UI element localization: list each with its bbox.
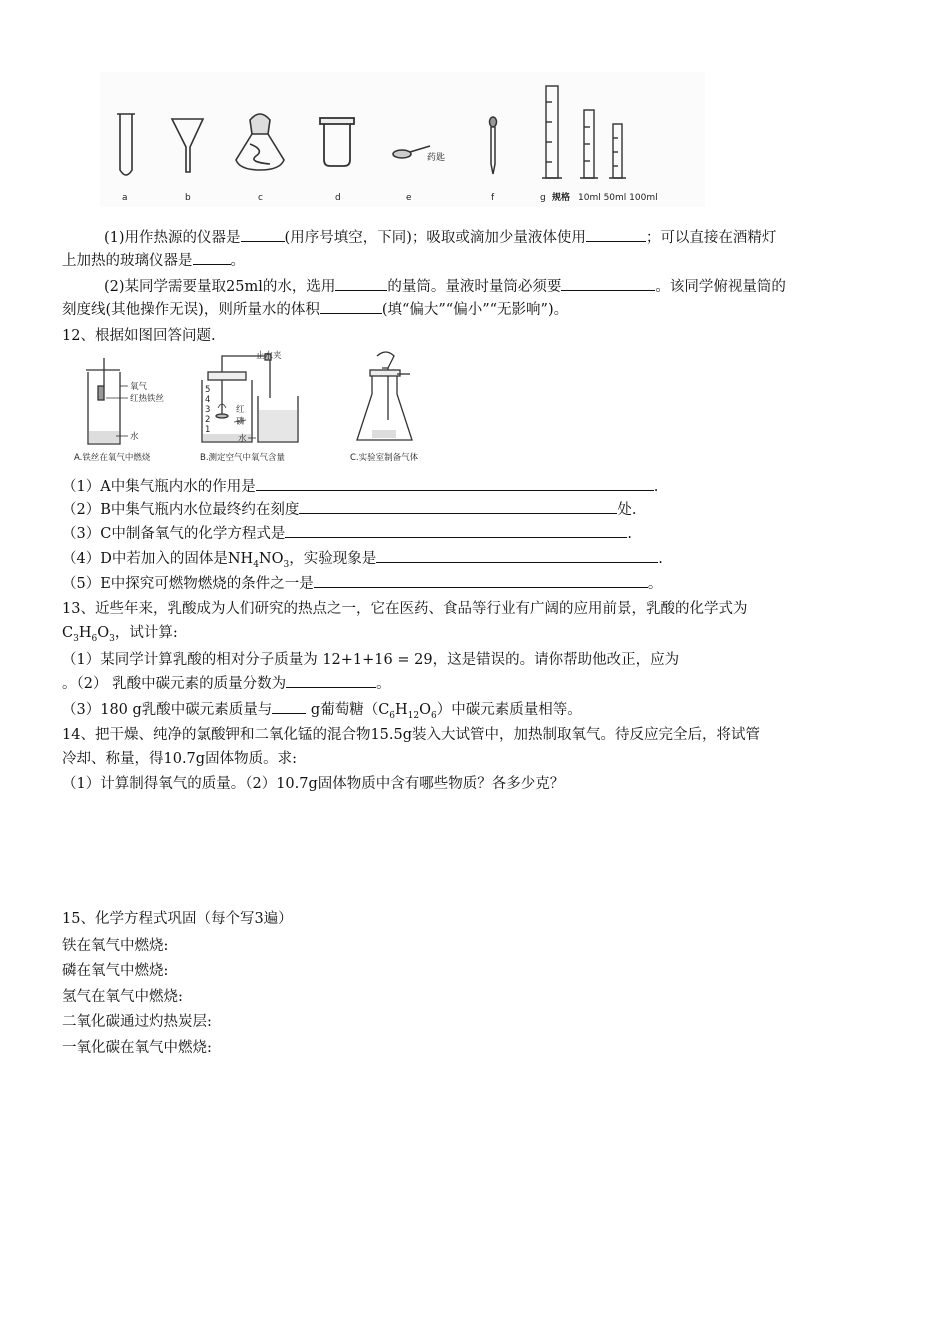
q13-line5: （3）180 g乳酸中碳元素质量与 g葡萄糖$(C_6H_{12}O_6)$中碳元素质量相等。 <box>62 699 582 727</box>
spoon-label: 药匙 <box>427 153 446 163</box>
q15-item-iron: 铁在氧气中燃烧: <box>62 938 169 954</box>
figure-b-tick-2: 2 <box>205 415 211 425</box>
spec-label: 规格 <box>552 193 571 203</box>
q14-line3: （1）计算制得氧气的质量。（2）10.7g固体物质中含有哪些物质？各多少克？ <box>62 776 565 792</box>
q12-sub5: （5）E中探究可燃物燃烧的条件之一是 。 <box>62 573 662 595</box>
figure-a-caption: A.铁丝在氧气中燃烧 <box>74 453 151 463</box>
q14-line1: 14、把干燥、纯净的氯酸钾和二氧化锰的混合物15.5g装入大试管中，加热制取氧气。待反应完全后，将试管 <box>62 727 761 743</box>
label-c: c <box>258 193 263 203</box>
label-f: f <box>491 193 495 203</box>
q15-item-hydrogen: 氢气在氧气中燃烧: <box>62 989 183 1005</box>
figure-a-gas-jar <box>86 358 128 444</box>
label-d: d <box>335 193 341 203</box>
q11-part2-line2: 刻度线(其他操作无误)，则所量水的体积 (填“偏大”“偏小”“无影响”)。 <box>62 299 568 321</box>
q11-part2-line1: (2)某同学需要量取25ml的水，选用 的量筒。量液时量筒必须要 。该同学俯视量筒的 <box>104 276 786 298</box>
apparatus-figure <box>100 72 705 207</box>
q15-item-co: 一氧化碳在氧气中燃烧: <box>62 1040 212 1056</box>
q12-sub2: （2）B中集气瓶内水位最终约在刻度 处. <box>62 499 637 521</box>
q12-sub4: （4）D中若加入的固体是$NH_4NO_3$，实验现象是 . <box>62 548 663 576</box>
figure-b-tick-1: 1 <box>205 425 211 435</box>
figure-b-apparatus <box>202 354 298 442</box>
figure-b-tick-5: 5 <box>205 385 211 395</box>
figure-c-caption: C.实验室制备气体 <box>350 453 419 463</box>
q15-item-phosphorus: 磷在氧气中燃烧: <box>62 963 169 979</box>
q11-part1-line1: (1)用作热源的仪器是 (用序号填空，下同)；吸取或滴加少量液体使用 ；可以直接在酒精灯 <box>104 227 776 249</box>
figure-b-tick-3: 3 <box>205 405 211 415</box>
figure-b-phos-label: 磷 <box>236 417 245 427</box>
label-g: g <box>540 193 546 203</box>
label-b: b <box>185 193 191 203</box>
q13-line1: 13、近些年来，乳酸成为人们研究的热点之一，它在医药、食品等行业有广阔的应用前景，乳酸的化学式为 <box>62 601 748 617</box>
figure-b-clip-label: 止水夹 <box>256 351 282 361</box>
figure-b-tick-4: 4 <box>205 395 211 405</box>
q12-figure <box>72 350 447 468</box>
figure-c-flask <box>357 352 412 440</box>
q14-line2: 冷却、称量，得10.7g固体物质。求: <box>62 751 297 767</box>
q13-line4: 。（2） 乳酸中碳元素的质量分数为 。 <box>62 673 391 695</box>
label-e: e <box>406 193 412 203</box>
q12-sub1: （1）A中集气瓶内水的作用是 . <box>62 476 658 498</box>
figure-a-label-oxygen: 氧气 <box>130 382 148 392</box>
q11-part1-line2: 上加热的玻璃仪器是 。 <box>62 250 245 272</box>
q12-sub3: （3）C中制备氧气的化学方程式是 . <box>62 523 632 545</box>
figure-b-caption: B.测定空气中氧气含量 <box>200 453 286 463</box>
q15-item-co2-carbon: 二氧化碳通过灼热炭层: <box>62 1014 212 1030</box>
figure-b-red-label: 红 <box>236 405 245 415</box>
q13-line2: $C_3H_6O_3$，试计算: <box>62 625 178 644</box>
figure-a-label-water: 水 <box>130 432 139 442</box>
figure-b-water-label: 水 <box>238 434 247 444</box>
q12-title: 12、根据如图回答问题. <box>62 328 216 344</box>
q13-line3: （1）某同学计算乳酸的相对分子质量为 12+1+16 = 29，这是错误的。请你帮助他改正，应为 <box>62 652 680 668</box>
label-a: a <box>122 193 128 203</box>
spec-sizes: 10ml 50ml 100ml <box>578 193 658 203</box>
q15-title: 15、化学方程式巩固（每个写3遍） <box>62 911 293 927</box>
figure-a-label-wire: 红热铁丝 <box>130 394 165 404</box>
